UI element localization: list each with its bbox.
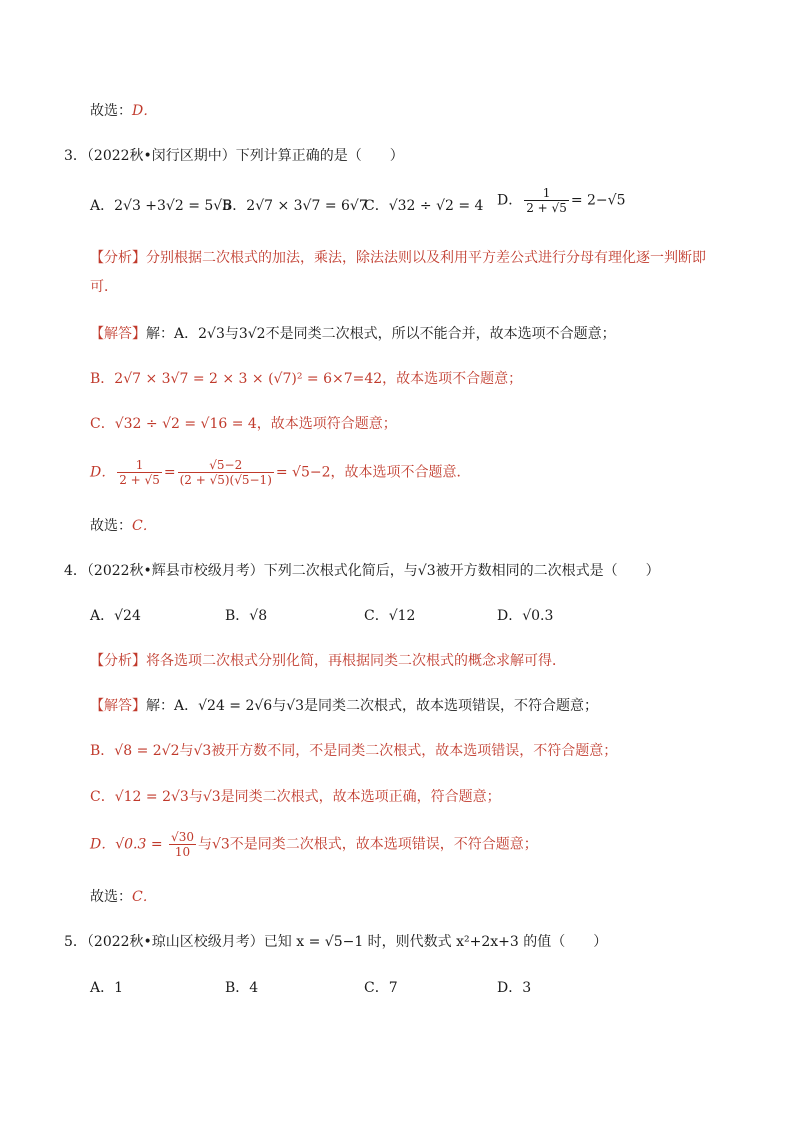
q3-analysis — [90, 248, 706, 268]
solution-d-result: 与√3不是同类二次根式，故本选项错误，不符合题意； — [197, 836, 538, 853]
solution-text: 解：A．2√3与3√2不是同类二次根式，所以不能合并，故本选项不合题意； — [146, 326, 616, 342]
question-5-stem: 5．（2022秋•琼山区校级月考）已知 x = √5−1 时，则代数式 x²+2x+3 的值（ ） — [64, 934, 608, 950]
q3-option-d-result: = 2−√5 — [570, 192, 626, 209]
solution-tag: 【解答】 — [90, 326, 146, 342]
answer-value: C． — [132, 518, 157, 534]
answer-line — [90, 101, 157, 121]
q3-solution-c: C．√32 ÷ √2 = √16 = 4，故本选项符合题意； — [90, 416, 397, 432]
solution-tag: 【解答】 — [90, 698, 146, 714]
question-4-stem: 4．（2022秋•辉县市校级月考）下列二次根式化简后，与√3被开方数相同的二次根式是（ ） — [64, 563, 660, 579]
answer-value: C． — [132, 889, 157, 905]
q3-analysis-cont: 可． — [90, 279, 118, 295]
q3-option-b: B．2√7 × 3√7 = 6√7 — [222, 198, 368, 214]
q4-option-d: D．√0.3 — [497, 608, 554, 624]
answer-label: 故选： — [90, 889, 132, 905]
solution-d-label: D． — [90, 464, 116, 481]
answer-value: D． — [132, 103, 158, 119]
solution-d-fraction — [169, 830, 196, 859]
fraction-denominator: (2 + √5)(√5−1) — [179, 473, 272, 487]
q3-solution-d: D． $\frac{1}{2 + √5}$ = $\frac{√5-2}{(2 + √5)(√5-1)}$ = √5−2，故本选项不合题意． — [90, 458, 471, 487]
q3-option-c: C．√32 ÷ √2 = 4 — [364, 198, 484, 214]
answer-label: 故选： — [90, 103, 132, 119]
q3-option-d — [497, 186, 626, 215]
fraction-numerator: 1 — [524, 186, 569, 201]
analysis-tag: 【分析】 — [90, 653, 146, 669]
q4-analysis — [90, 651, 566, 671]
q5-option-a: A．1 — [90, 980, 124, 996]
q4-option-a: A．√24 — [90, 608, 141, 624]
q3-option-a: A．2√3 +3√2 = 5√5 — [90, 198, 232, 214]
fraction-numerator: √5−2 — [178, 458, 274, 473]
fraction-numerator: 1 — [117, 458, 162, 473]
analysis-text: 分别根据二次根式的加法，乘法，除法法则以及利用平方差公式进行分母有理化逐一判断即 — [146, 250, 706, 266]
q3-option-d-fraction — [524, 186, 569, 215]
q3-answer — [90, 516, 157, 536]
solution-d-label: D．√0.3 = — [90, 836, 168, 853]
answer-label: 故选： — [90, 518, 132, 534]
q4-solution-b: B．√8 = 2√2与√3被开方数不同，不是同类二次根式，故本选项错误，不符合题意； — [90, 743, 618, 759]
q4-solution-d — [90, 830, 538, 859]
q5-option-b: B．4 — [225, 980, 259, 996]
solution-d-fraction-2 — [178, 458, 274, 487]
q4-solution-a — [90, 696, 598, 716]
fraction-numerator: √30 — [171, 830, 194, 844]
q3-option-d-label: D． — [497, 192, 523, 209]
solution-d-result: = √5−2，故本选项不合题意． — [275, 464, 471, 481]
q3-solution-b: B．2√7 × 3√7 = 2 × 3 × (√7)² = 6×7=42，故本选项不合题意； — [90, 371, 523, 387]
q5-option-c: C．7 — [364, 980, 398, 996]
q5-option-d: D．3 — [497, 980, 532, 996]
q3-solution-a — [90, 324, 616, 344]
analysis-tag: 【分析】 — [90, 250, 146, 266]
q4-option-b: B．√8 — [225, 608, 268, 624]
fraction-denominator: 2 + √5 — [119, 473, 160, 487]
fraction-denominator: 2 + √5 — [526, 201, 567, 215]
analysis-text: 将各选项二次根式分别化简，再根据同类二次根式的概念求解可得． — [146, 653, 566, 669]
solution-d-fraction-1 — [117, 458, 162, 487]
q4-answer — [90, 887, 157, 907]
solution-text: 解：A．√24 = 2√6与√3是同类二次根式，故本选项错误，不符合题意； — [146, 698, 599, 714]
fraction-denominator: 10 — [174, 845, 191, 859]
question-3-stem: 3．（2022秋•闵行区期中）下列计算正确的是（ ） — [64, 148, 404, 164]
q4-solution-c: C．√12 = 2√3与√3是同类二次根式，故本选项正确，符合题意； — [90, 789, 501, 805]
q4-option-c: C．√12 — [364, 608, 416, 624]
